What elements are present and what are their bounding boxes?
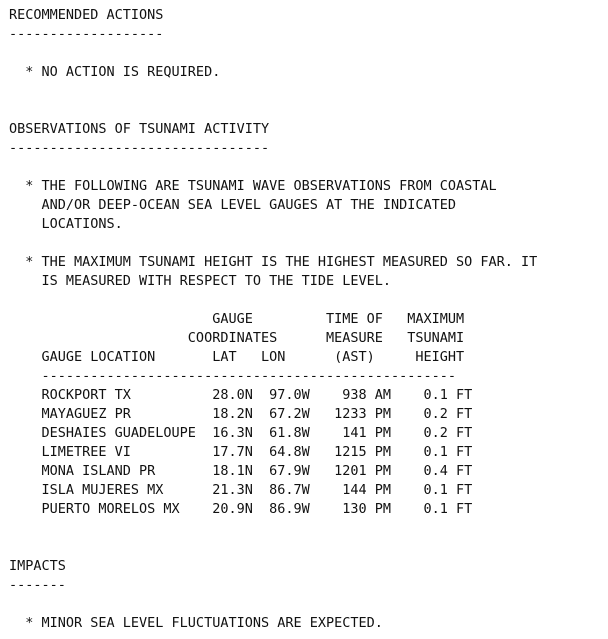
table-row: ROCKPORT TX 28.0N 97.0W 938 AM 0.1 FT: [9, 387, 473, 403]
blank-line: [9, 234, 608, 253]
table-row: MONA ISLAND PR 18.1N 67.9W 1201 PM 0.4 FT: [9, 463, 473, 479]
observations-bullet-1-line-1: * THE FOLLOWING ARE TSUNAMI WAVE OBSERVATIONS FROM COASTAL: [9, 178, 497, 194]
blank-line: [9, 538, 608, 557]
table-header-line-3: GAUGE LOCATION LAT LON (AST) HEIGHT: [9, 349, 465, 365]
blank-line: [9, 158, 608, 177]
impacts-underline: -------: [9, 577, 66, 593]
blank-line: [9, 44, 608, 63]
table-header-line-1: GAUGE TIME OF MAXIMUM: [9, 311, 465, 327]
blank-line: [9, 519, 608, 538]
table-row: DESHAIES GUADELOUPE 16.3N 61.8W 141 PM 0.2 FT: [9, 425, 473, 441]
blank-line: [9, 291, 608, 310]
recommended-actions-underline: -------------------: [9, 26, 164, 42]
table-header-line-2: COORDINATES MEASURE TSUNAMI: [9, 330, 465, 346]
table-header-rule: ---------------------------------------------------: [9, 368, 457, 384]
impacts-bullet: * MINOR SEA LEVEL FLUCTUATIONS ARE EXPECTED.: [9, 615, 383, 631]
table-row: ISLA MUJERES MX 21.3N 86.7W 144 PM 0.1 FT: [9, 482, 473, 498]
observations-bullet-2-line-2: IS MEASURED WITH RESPECT TO THE TIDE LEVEL.: [9, 273, 392, 289]
impacts-heading: IMPACTS: [9, 558, 66, 574]
observations-heading: OBSERVATIONS OF TSUNAMI ACTIVITY: [9, 121, 270, 137]
observations-underline: --------------------------------: [9, 140, 270, 156]
blank-line: [9, 82, 608, 101]
observations-bullet-2-line-1: * THE MAXIMUM TSUNAMI HEIGHT IS THE HIGHEST MEASURED SO FAR. IT: [9, 254, 538, 270]
observations-bullet-1-line-2: AND/OR DEEP-OCEAN SEA LEVEL GAUGES AT THE INDICATED: [9, 197, 457, 213]
blank-line: [9, 101, 608, 120]
recommended-actions-heading: RECOMMENDED ACTIONS: [9, 7, 164, 23]
observations-bullet-1-line-3: LOCATIONS.: [9, 216, 123, 232]
table-row: LIMETREE VI 17.7N 64.8W 1215 PM 0.1 FT: [9, 444, 473, 460]
table-row: PUERTO MORELOS MX 20.9N 86.9W 130 PM 0.1 FT: [9, 501, 473, 517]
blank-line: [9, 595, 608, 614]
table-row: MAYAGUEZ PR 18.2N 67.2W 1233 PM 0.2 FT: [9, 406, 473, 422]
no-action-bullet: * NO ACTION IS REQUIRED.: [9, 64, 221, 80]
